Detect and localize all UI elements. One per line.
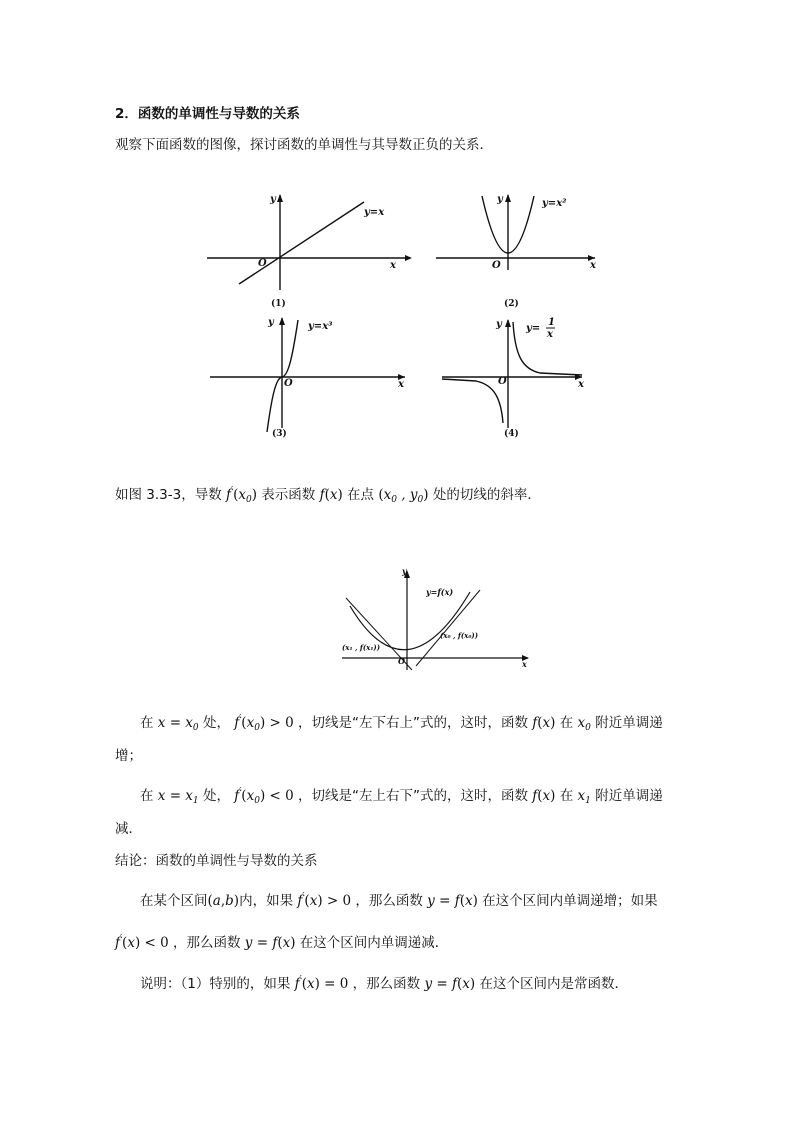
- graph-1-func-label: y=x: [364, 207, 385, 218]
- math-f-prime-x0: $f'(x_0)$: [226, 486, 257, 505]
- math-f-prime-negative: f′(x) < 0: [115, 934, 169, 951]
- graph-2-func-label: y=x²: [542, 198, 567, 209]
- graph-3-x-label: x: [398, 379, 404, 390]
- graph-3-func-label: y=x³: [308, 321, 333, 332]
- graph-4-x-label: x: [578, 379, 584, 390]
- math-f-prime-positive: f′(x) > 0: [297, 892, 352, 909]
- tangent-y-label: y: [402, 566, 407, 576]
- section-heading: 2．函数的单调性与导数的关系: [115, 106, 300, 122]
- graph-4-y-label: y: [496, 319, 502, 330]
- decreasing-case-text: 在 $x = x_1$ 处， $f'(x_0) < 0$ ，切线是“左上右下”式的，这时，函数 f(x) 在 $x_1$ 附近单调递: [140, 787, 663, 806]
- graph-3-origin-label: O: [284, 378, 293, 389]
- increasing-case-text: 在 $x = x_0$ 处， $f'(x_0) > 0$ ，切线是“左下右上”式的，这时，函数 f(x) 在 $x_0$ 附近单调递: [140, 714, 663, 733]
- graph-4-caption: (4): [504, 429, 519, 439]
- monotonicity-rule-cont: f′(x) < 0 ，那么函数 y = f(x) 在这个区间内单调递减．: [115, 934, 449, 951]
- graph-3: [210, 317, 405, 439]
- tangent-slope-figure: [340, 562, 540, 677]
- math-f-prime-x0-negative: $f'(x_0) < 0$: [234, 787, 294, 806]
- graph-1-y-label: y: [270, 194, 276, 205]
- graph-1-x-label: x: [390, 260, 396, 271]
- graph-1-origin-label: O: [258, 258, 267, 269]
- math-x-eq-x1: $x = x_1$: [157, 788, 199, 806]
- tangent-point1-label: (x₁ , f(x₁)): [342, 643, 381, 652]
- graph-2-x-label: x: [590, 260, 596, 271]
- graph-2-caption: (2): [504, 299, 519, 309]
- graph-2-origin-label: O: [492, 260, 501, 271]
- function-graphs-figure: [192, 180, 612, 450]
- graph-2: [436, 194, 597, 309]
- tangent-point0-label: (x₀ , f(x₀)): [440, 631, 479, 640]
- graph-2-y-label: y: [497, 194, 503, 205]
- math-x-eq-x0: $x = x_0$: [157, 715, 199, 733]
- graph-1: [207, 194, 412, 309]
- graph-4: [442, 317, 585, 439]
- tangent-x-label: x: [522, 659, 527, 669]
- derivative-meaning-text: 如图 3.3-3，导数 $f'(x_0)$ 表示函数 f(x) 在点 ($x_0$ , $y_0$) 处的切线的斜率．: [115, 486, 541, 505]
- graph-4-func-denominator: x: [547, 329, 553, 340]
- math-f-prime-x0-positive: $f'(x_0) > 0$: [234, 714, 294, 733]
- monotonicity-rule-text: 在某个区间(a,b)内，如果 f′(x) > 0 ，那么函数 y = f(x) 在这个区间内单调递增；如果: [140, 892, 658, 909]
- math-f-prime-zero: f′(x) = 0: [294, 975, 349, 992]
- math-point-x0-y0: ($x_0$ , $y_0$): [378, 487, 429, 505]
- constant-function-note: 说明：（1）特别的，如果 f′(x) = 0 ，那么函数 y = f(x) 在这个区间内是常函数．: [140, 975, 628, 992]
- graph-3-caption: (3): [272, 429, 287, 439]
- graph-4-origin-label: O: [498, 376, 507, 387]
- graph-1-caption: (1): [271, 299, 286, 309]
- decreasing-case-cont: 减．: [115, 821, 142, 837]
- math-interval-ab: (a,b): [207, 893, 240, 909]
- math-f-x: f(x): [319, 487, 343, 503]
- graph-4-func-label: y=: [526, 323, 541, 334]
- graph-3-y-label: y: [268, 317, 274, 328]
- graph-4-func-numerator: 1: [548, 317, 555, 328]
- tangent-origin-label: O: [398, 656, 405, 666]
- increasing-case-cont: 增；: [115, 748, 142, 764]
- tangent-curve-label: y=f(x): [426, 587, 454, 597]
- conclusion-heading: 结论：函数的单调性与导数的关系: [115, 853, 318, 869]
- intro-text: 观察下面函数的图像，探讨函数的单调性与其导数正负的关系．: [115, 137, 493, 153]
